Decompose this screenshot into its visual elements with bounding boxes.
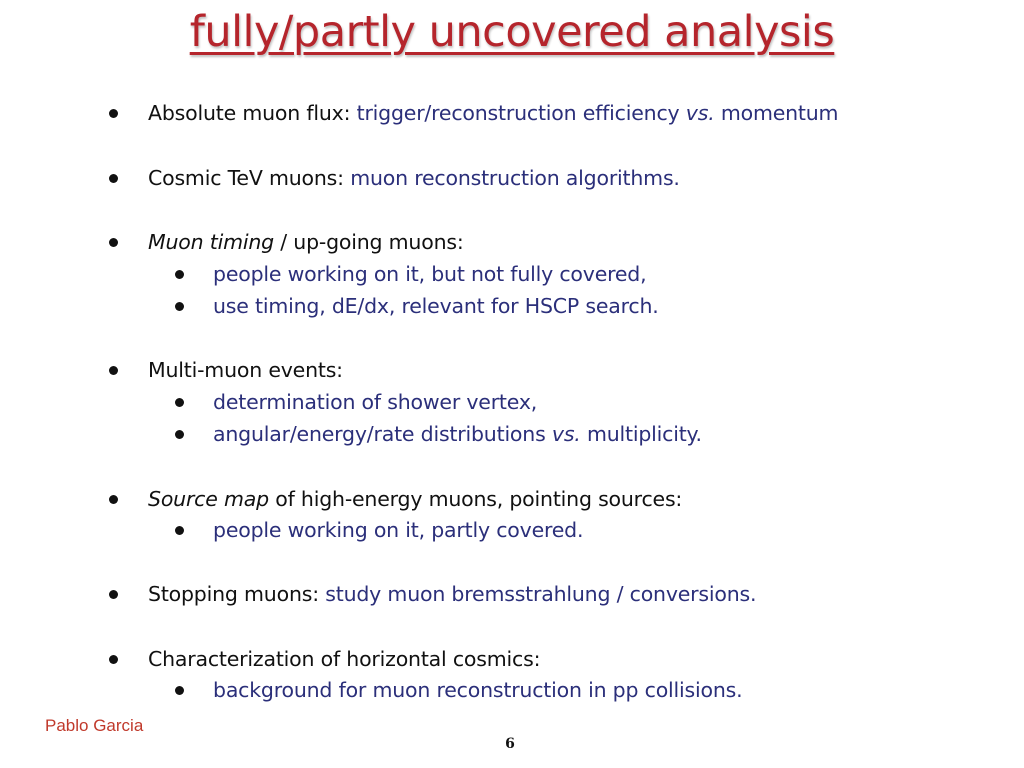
sub-bullet-text: determination of shower vertex, — [213, 390, 538, 414]
sub-bullet-text: people working on it, partly covered. — [213, 518, 584, 542]
bullet-detail: muon reconstruction algorithms. — [350, 166, 680, 190]
bullet-text — [148, 229, 464, 255]
bullet-detail-end: momentum — [720, 101, 839, 125]
bullet-detail-italic: vs. — [685, 101, 715, 125]
sub-bullet-dot-icon — [175, 270, 184, 279]
bullet-dot-icon — [109, 655, 118, 664]
sub-bullet-dot-icon — [175, 398, 184, 407]
sub-bullet-end: multiplicity. — [586, 422, 702, 446]
bullet-dot-icon — [109, 109, 118, 118]
bullet-detail: study muon bremsstrahlung / conversions. — [325, 582, 757, 606]
bullet-lead: Stopping muons: — [148, 582, 319, 606]
sub-bullet-italic: vs. — [551, 422, 581, 446]
bullet-text — [148, 581, 756, 607]
bullet-dot-icon — [109, 495, 118, 504]
bullet-lead: Cosmic TeV muons: — [148, 166, 344, 190]
sub-bullet-dot-icon — [175, 686, 184, 695]
sub-bullet-dot-icon — [175, 430, 184, 439]
bullet-lead: Multi-muon events: — [148, 358, 343, 382]
sub-bullet-dot-icon — [175, 302, 184, 311]
bullet-lead-italic: Source map — [148, 487, 269, 511]
bullet-text — [148, 165, 680, 191]
bullet-lead: of high-energy muons, pointing sources: — [275, 487, 683, 511]
bullet-lead-italic: Muon timing — [148, 230, 274, 254]
bullet-lead: Characterization of horizontal cosmics: — [148, 647, 541, 671]
bullet-dot-icon — [109, 590, 118, 599]
bullet-lead: Absolute muon flux: — [148, 101, 351, 125]
bullet-dot-icon — [109, 174, 118, 183]
sub-bullet-text: use timing, dE/dx, relevant for HSCP search. — [213, 294, 659, 318]
bullet-dot-icon — [109, 366, 118, 375]
slide-title: fully/partly uncovered analysis — [189, 7, 835, 57]
sub-bullet-text — [213, 421, 702, 447]
bullet-text — [148, 100, 838, 126]
bullet-detail: trigger/reconstruction efficiency — [356, 101, 680, 125]
sub-bullet-start: angular/energy/rate distributions — [213, 422, 546, 446]
sub-bullet-text: background for muon reconstruction in pp collisions. — [213, 678, 743, 702]
bullet-lead: / up-going muons: — [280, 230, 464, 254]
bullet-text — [148, 486, 682, 512]
sub-bullet-dot-icon — [175, 526, 184, 535]
sub-bullet-text: people working on it, but not fully covered, — [213, 262, 647, 286]
page-number: 6 — [505, 736, 515, 752]
author-name: Pablo Garcia — [45, 716, 144, 735]
bullet-dot-icon — [109, 238, 118, 247]
